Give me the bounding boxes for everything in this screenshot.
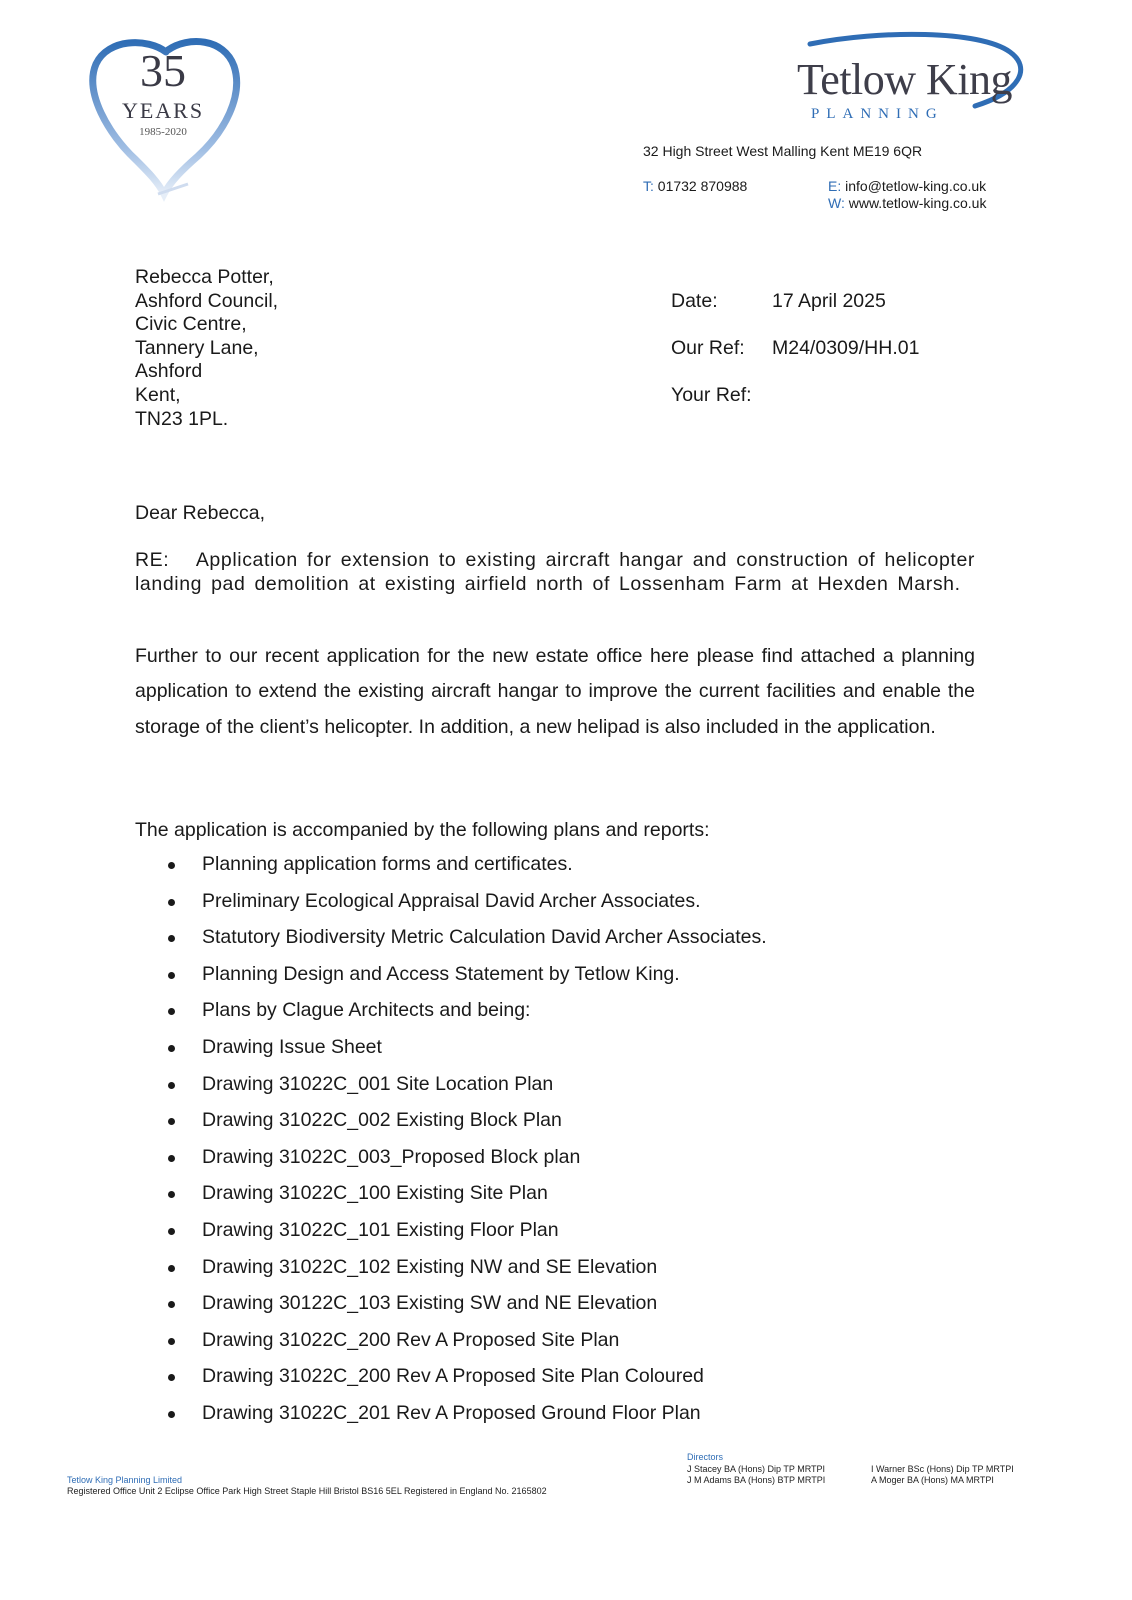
email-label: E:: [828, 178, 842, 194]
bullet-icon: [168, 1155, 175, 1162]
subject-line: [135, 549, 975, 596]
bullet-icon: [168, 862, 175, 869]
bullet-icon: [168, 1411, 175, 1418]
bullet-icon: [168, 1045, 175, 1052]
phone-line: [643, 178, 747, 194]
recipient-line: Ashford Council,: [135, 289, 279, 312]
bullet-icon: [168, 1374, 175, 1381]
salutation: Dear Rebecca,: [135, 502, 266, 524]
list-item-text: Plans by Clague Architects and being:: [202, 999, 531, 1022]
emblem-years: YEARS: [121, 98, 205, 123]
bullet-icon: [168, 972, 175, 979]
director-entry: I Warner BSc (Hons) Dip TP MRTPI: [871, 1464, 1014, 1474]
bullet-icon: [168, 1338, 175, 1345]
list-item-text: Planning Design and Access Statement by Tetlow King.: [202, 962, 680, 985]
list-item-text: Planning application forms and certificates.: [202, 853, 573, 875]
list-intro: The application is accompanied by the following plans and reports:: [135, 819, 710, 841]
office-address: 32 High Street West Malling Kent ME19 6QR: [643, 143, 923, 159]
bullet-icon: [168, 899, 175, 906]
bullet-icon: [168, 1265, 175, 1272]
emblem-range: 1985-2020: [139, 126, 187, 138]
list-item-text: Drawing 31022C_001 Site Location Plan: [202, 1072, 554, 1095]
recipient-line: Civic Centre,: [135, 313, 247, 336]
list-item-text: Statutory Biodiversity Metric Calculation David Archer Associates.: [202, 926, 767, 949]
date-label: Date:: [671, 290, 718, 312]
recipient-line: Kent,: [135, 383, 181, 406]
our-ref-value: M24/0309/HH.01: [772, 337, 920, 359]
logo-tagline: PLANNING: [811, 106, 944, 122]
directors-label: Directors: [687, 1452, 724, 1462]
web-link[interactable]: www.tetlow-king.co.uk: [848, 195, 987, 211]
list-item-text: Drawing 31022C_200 Rev A Proposed Site Plan: [202, 1328, 620, 1351]
list-item-text: Drawing 31022C_003_Proposed Block plan: [202, 1145, 581, 1168]
list-item-text: Drawing 31022C_102 Existing NW and SE Elevation: [202, 1255, 658, 1278]
email-link[interactable]: info@tetlow-king.co.uk: [845, 178, 987, 194]
phone-label: T:: [643, 178, 654, 194]
body-paragraph: Further to our recent application for the new estate office here please find attached a planning application to extend the existing aircraft hangar to improve the current facilities and enable the storage of the client’s helicopter. In addition, a new helipad is also included in the application.: [135, 645, 975, 738]
email-line: [828, 178, 986, 194]
recipient-line: Ashford: [135, 360, 203, 383]
footer-company: Tetlow King Planning Limited: [67, 1475, 183, 1485]
recipient-line: TN23 1PL.: [135, 407, 229, 430]
list-item-text: Drawing 31022C_100 Existing Site Plan: [202, 1182, 548, 1205]
bullet-icon: [168, 1228, 175, 1235]
list-item-text: Drawing 31022C_101 Existing Floor Plan: [202, 1219, 559, 1241]
phone-number: 01732 870988: [657, 178, 748, 194]
list-item-text: Preliminary Ecological Appraisal David Archer Associates.: [202, 889, 701, 912]
list-item-text: Drawing 31022C_201 Rev A Proposed Ground Floor Plan: [202, 1402, 701, 1424]
company-logo: [770, 30, 1060, 130]
bullet-icon: [168, 1191, 175, 1198]
recipient-line: Rebecca Potter,: [135, 266, 274, 288]
list-item-text: Drawing 31022C_002 Existing Block Plan: [202, 1109, 562, 1132]
bullet-icon: [168, 1082, 175, 1089]
emblem-number: 35: [140, 45, 186, 96]
our-ref-label: Our Ref:: [671, 337, 745, 359]
subject-label: RE:: [135, 549, 170, 571]
recipient-address: [135, 266, 278, 431]
list-item-text: Drawing Issue Sheet: [202, 1036, 382, 1058]
list-item-text: Drawing 30122C_103 Existing SW and NE Elevation: [202, 1292, 658, 1315]
footer-registered: Registered Office Unit 2 Eclipse Office Park High Street Staple Hill Bristol BS16 5EL Registered in England No. 2165802: [67, 1486, 547, 1496]
subject-text: Application for extension to existing aircraft hangar and construction of helicopter landing pad demolition at existing airfield north of Lossenham Farm at Hexden Marsh.: [135, 549, 975, 595]
bullet-icon: [168, 935, 175, 942]
anniversary-emblem: [88, 34, 248, 204]
date-value: 17 April 2025: [772, 290, 886, 312]
list-item-text: Drawing 31022C_200 Rev A Proposed Site Plan Coloured: [202, 1365, 704, 1388]
director-entry: J Stacey BA (Hons) Dip TP MRTPI: [687, 1464, 826, 1474]
bullet-icon: [168, 1301, 175, 1308]
bullet-icon: [168, 1118, 175, 1125]
director-entry: J M Adams BA (Hons) BTP MRTPI: [687, 1475, 826, 1485]
your-ref-label: Your Ref:: [671, 384, 752, 406]
recipient-line: Tannery Lane,: [135, 336, 259, 359]
web-label: W:: [828, 195, 845, 211]
logo-name: Tetlow King: [797, 55, 1013, 104]
director-entry: A Moger BA (Hons) MA MRTPI: [871, 1475, 994, 1485]
bullet-icon: [168, 1008, 175, 1015]
web-line: [828, 195, 986, 211]
